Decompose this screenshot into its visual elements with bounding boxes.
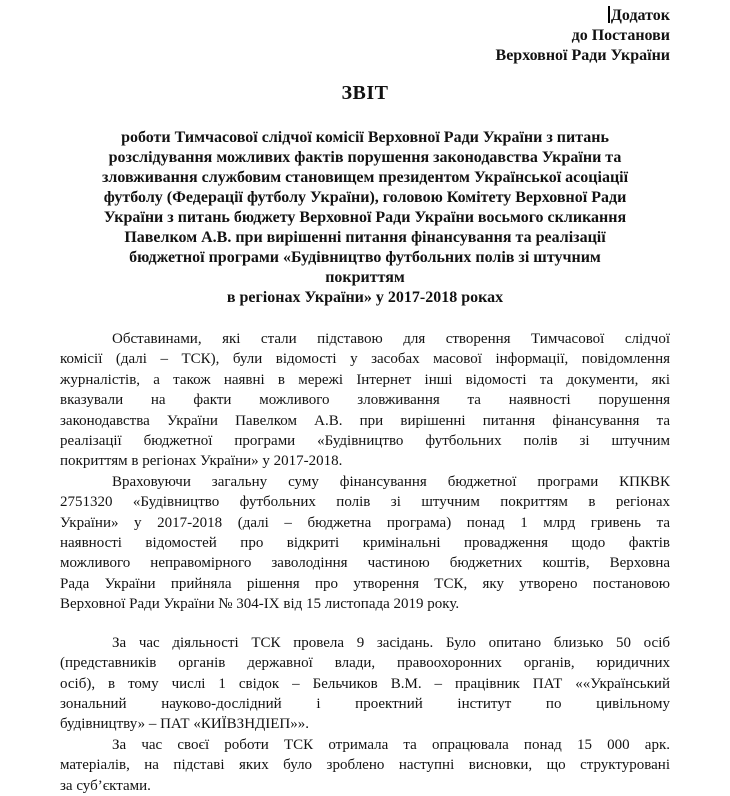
text-line: За час своєї роботи ТСК отримала та опрацювала понад 15 000 арк. bbox=[112, 736, 670, 753]
text-line: України» у 2017-2018 (далі – бюджетна програма) понад 1 млрд гривень та bbox=[60, 514, 670, 531]
subtitle-line: бюджетної програми «Будівництво футбольних полів зі штучним bbox=[129, 249, 601, 266]
subtitle-line: роботи Тимчасової слідчої комісії Верховної Ради України з питань bbox=[121, 129, 609, 146]
paragraph bbox=[60, 472, 670, 615]
document-header bbox=[60, 6, 670, 66]
header-line: Додаток bbox=[60, 6, 670, 26]
header-line: Верховної Ради України bbox=[495, 47, 670, 64]
subtitle-line: Павелком А.В. при вирішенні питання фінансування та реалізації bbox=[124, 229, 606, 246]
document-body bbox=[60, 329, 670, 796]
subtitle-line: зловживання службовим становищем президентом Української асоціації bbox=[101, 169, 629, 186]
report-subtitle bbox=[60, 128, 670, 308]
text-line: комісії (далі – ТСК), були відомості у засобах масової інформації, повідомлення bbox=[60, 351, 670, 368]
text-line: вказували на факти можливого зловживання та наявності порушення bbox=[60, 392, 670, 409]
text-line: (представників органів державної влади, правоохоронних органів, юридичних bbox=[60, 655, 670, 672]
subtitle-line: в регіонах України» у 2017-2018 роках bbox=[226, 289, 504, 306]
text-line: журналістів, а також наявні в мережі Інтернет інші відомості та документи, які bbox=[60, 371, 670, 388]
paragraph bbox=[60, 329, 670, 472]
paragraph bbox=[60, 633, 670, 735]
text-line: зональний науково-дослідний і проектний інститут по цивільному bbox=[60, 695, 670, 712]
text-line: Обставинами, які стали підставою для створення Тимчасової слідчої bbox=[112, 331, 670, 347]
text-line: покриттям в регіонах України» у 2017-2018. bbox=[60, 453, 343, 470]
subtitle-line: футболу (Федерації футболу України), головою Комітету Верховної Ради bbox=[103, 189, 627, 206]
text-line: Рада України прийняла рішення про утворення ТСК, яку утворено постановою bbox=[60, 575, 670, 592]
header-line: до Постанови bbox=[571, 27, 670, 44]
text-line: осіб), в тому числі 1 свідок – Бельчиков В.М. – працівник ПАТ ««Український bbox=[60, 675, 670, 692]
text-line: будівництву» – ПАТ «КИЇВЗНДІЕП»». bbox=[60, 716, 309, 733]
text-line: за суб’єктами. bbox=[60, 777, 151, 794]
text-line: матеріалів, на підставі яких було зроблено наступні висновки, що структуровані bbox=[60, 757, 670, 774]
subtitle-line: розслідування можливих фактів порушення законодавства України та bbox=[108, 149, 622, 166]
text-line: Верховної Ради України № 304-IX від 15 листопада 2019 року. bbox=[60, 596, 460, 613]
subtitle-line: покриттям bbox=[325, 269, 405, 286]
report-title: ЗВІТ bbox=[341, 82, 389, 104]
text-line: реалізації бюджетної програми «Будівництво футбольних полів зі штучним bbox=[60, 433, 670, 450]
subtitle-line: України з питань бюджету Верховної Ради України восьмого скликання bbox=[103, 209, 627, 226]
text-line: наявності відомостей про відкриті кримінальні провадження щодо фактів bbox=[60, 535, 670, 552]
text-line: 2751320 «Будівництво футбольних полів зі штучним покриттям в регіонах bbox=[60, 494, 670, 511]
text-cursor bbox=[608, 6, 610, 23]
text-line: законодавства України Павелком А.В. при вирішенні питання фінансування та bbox=[60, 412, 670, 429]
paragraph bbox=[60, 735, 670, 796]
text-line: Враховуючи загальну суму фінансування бюджетної програми КПКВК bbox=[112, 473, 670, 490]
text-line: можливого неправомірного заволодіння частиною бюджетних коштів, Верховна bbox=[60, 555, 670, 572]
text-line: За час діяльності ТСК провела 9 засідань. Було опитано близько 50 осіб bbox=[112, 634, 670, 651]
